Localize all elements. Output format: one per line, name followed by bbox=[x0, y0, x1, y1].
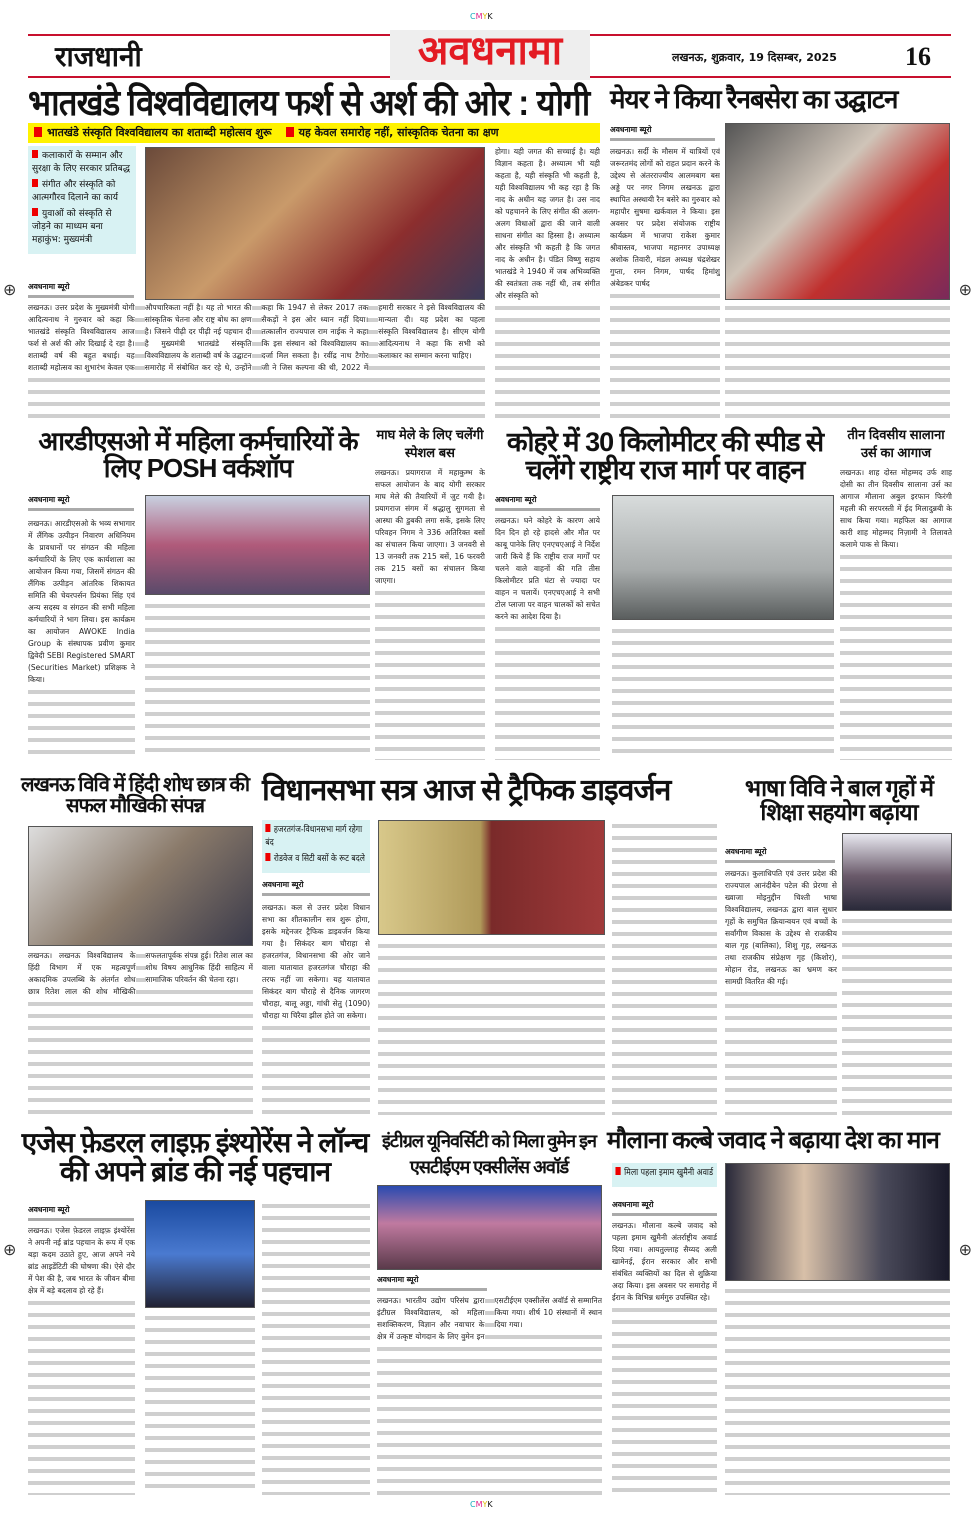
article-body: लखनऊ। प्रयागराज में महाकुम्भ के सफल आयोजन के बाद योगी सरकार माघ मेले की तैयारियों में जुट गयी है। प्रयागराज संगम में श्रद्धालु सुगमता से आस्था की डुबकी लगा सकें, इसके लिए परिवहन निगम ने 336 अतिरिक्त बसों का संचालन किया जाएगा। 3 जनवरी से 13 जनवरी तक 215 बसें, 16 फरवरी तक 215 बसों का संचालन किया जाएगा। bbox=[375, 467, 485, 760]
highlights-box: हजरतगंज-विधानसभा मार्ग रहेगा बंद रोडवेज व सिटी बसों के रूट बदले bbox=[262, 820, 370, 873]
registration-mark-icon: ⊕ bbox=[3, 280, 17, 299]
article-body: लखनऊ। भारतीय उद्योग परिसंघ द्वारा इंटीग्रल विश्वविद्यालय, को महिला सशक्तिकरण, विज्ञान और नवाचार के क्षेत्र में उत्कृष्ट योगदान के लिए वुमेन इन एसटीईएम एक्सीलेंस अवॉर्ड से सम्मानित किया गया। शीर्ष 10 संस्थानों में स्थान दिया गया। bbox=[377, 1295, 602, 1495]
article-body: लखनऊ। घने कोहरे के कारण आये दिन दिन हो रहे हादसे और मौत पर काबू पानेके लिए एनएचएआई ने निर्देश जारी किये हैं कि राष्ट्रीय राज मार्गों पर चलने वाले वाहनों की गति तीस किलोमीटर प्रति घंटा से ज्यादा पर वाहन न चलायें। एनएचएआई ने सभी टोल प्लाजा पर वाहन चालकों को सचेत करने का आदेश दिया है। bbox=[495, 515, 600, 760]
headline-fog-speed: कोहरे में 30 किलोमीटर की स्पीड से चलेंगे राष्ट्रीय राज मार्ग पर वाहन bbox=[506, 427, 824, 486]
byline: अवधनामा ब्यूरो bbox=[377, 1275, 487, 1291]
headline-urs: तीन दिवसीय सालाना उर्स का आगाज bbox=[847, 427, 945, 461]
photo-ageas-launch bbox=[145, 1200, 255, 1308]
article-body-continued bbox=[612, 625, 834, 760]
article-body: लखनऊ। कुलाधिपति एवं उत्तर प्रदेश की राज्यपाल आनंदीबेन पटेल की प्रेरणा से ख्वाजा मोइनुद्दीन चिश्ती भाषा विश्वविद्यालय, लखनऊ द्वारा बाल सुधार गृहों के समुचित क्रियान्वयन एवं बच्चों के सर्वांगीण विकास के उद्देश्य से राजकीय बाल गृह (बालिका), शिशु गृह, लखनऊ तथा राजकीय संप्रेक्षण गृह (किशोर), मोहान रोड, लखनऊ का भ्रमण कर सामग्री वितरित की गई। bbox=[725, 868, 837, 1115]
headline-bhasha-univ: भाषा विवि ने बाल गृहों में शिक्षा सहयोग बढ़ाया bbox=[744, 775, 934, 826]
article-body: लखनऊ। आरडीएसओ के भव्य सभागार में लैंगिक उत्पीड़न निवारण अधिनियम के प्रावधानों पर संगठन की महिला कर्मचारियों के लिए एक कार्यशाला का आयोजन किया गया, जिसमें संगठन की लैंगिक उत्पीड़न आंतरिक शिकायत समिति की चेयरपर्सन प्रियंका सिंह एवं अन्य सदस्य व संगठन की सभी महिला कर्मचारियों ने भाग लिया। इस कार्यक्रम का आयोजन AWOKE India Group के संस्थापक प्रवीण कुमार द्विवेदी SEBI Registered SMART (Securities Market) प्रशिक्षक ने किया। bbox=[28, 518, 135, 760]
byline: अवधनामा ब्यूरो bbox=[28, 1205, 134, 1221]
article-body-continued bbox=[262, 1200, 370, 1495]
headline-magh-mela: माघ मेले के लिए चलेंगी स्पेशल बस bbox=[376, 427, 484, 461]
article-body-continued bbox=[145, 600, 370, 760]
byline: अवधनामा ब्यूरो bbox=[725, 847, 835, 863]
headline-maulana-kalbe-jawad: मौलाना कल्बे जवाद ने बढ़ाया देश का मान bbox=[607, 1127, 939, 1154]
byline: अवधनामा ब्यूरो bbox=[612, 1200, 717, 1216]
photo-foggy-highway bbox=[612, 495, 834, 620]
article-body-continued bbox=[145, 1312, 255, 1495]
print-registration-marks: CMYK bbox=[470, 12, 493, 21]
byline: अवधनामा ब्यूरो bbox=[610, 125, 715, 141]
photo-yogi-lamp-lighting bbox=[145, 147, 485, 300]
article-body: लखनऊ। शाह दोस्त मोहम्मद उर्फ शाह दोसी का तीन दिवसीय सालाना उर्स का आगाज मौलाना अबुल इरफान फिरंगी महली की सरपरस्ती में ईद मिलादुन्नबी के साथ किया गया। महफिल का आगाज कारी शाह मोहम्मद निज़ामी ने तिलावते कलामे पाक से किया। bbox=[840, 467, 952, 760]
registration-mark-icon: ⊕ bbox=[3, 1240, 17, 1259]
byline: अवधनामा ब्यूरो bbox=[28, 495, 134, 511]
article-body-continued bbox=[378, 940, 605, 1115]
logo: अवधनामा bbox=[390, 30, 590, 80]
article-body: लखनऊ। मौलाना कल्बे जवाद को पहला इमाम खुमैनी अंतर्राष्ट्रीय अवार्ड दिया गया। आयतुल्लाह सैय्यद अली खामेनई, ईरान सरकार और सभी संबंधित व्यक्तियों का दिल से शुक्रिया अदा किया। इस अवसर पर समारोह में ईरान के विभिन्न धर्मगुरु उपस्थित रहे। bbox=[612, 1220, 717, 1495]
article-body-continued bbox=[612, 820, 717, 1115]
byline: अवधनामा ब्यूरो bbox=[262, 880, 370, 896]
article-body-continued bbox=[725, 1285, 950, 1495]
article-body-continued bbox=[842, 915, 952, 1115]
headline-hindi-research: लखनऊ विवि में हिंदी शोध छात्र की सफल मौखिकी संपन्न bbox=[20, 774, 250, 817]
article-body: लखनऊ। उत्तर प्रदेश के मुख्यमंत्री योगी आदित्यनाथ ने गुरुवार को कहा कि भातखंडे संस्कृति विश्वविद्यालय आज फर्श से अर्श की ओर दिखाई दे रहा है। शताब्दी वर्ष की बहुत बधाई। यह शताब्दी महोत्सव का शुभारंभ केवल एक औपचारिकता नहीं है। यह तो भारत की सांस्कृतिक चेतना और राष्ट्र बोध का क्षण है। जिसने पीढ़ी दर पीढ़ी नई पहचान दी है मुख्यमंत्री भातखंडे संस्कृति विश्वविद्यालय के शताब्दी वर्ष के उद्घाटन समारोह में संबोधित कर रहे थे, उन्होंने कहा कि 1947 से लेकर 2017 तक सैकड़ों ने इस ओर ध्यान नहीं दिया। तत्कालीन राज्यपाल राम नाईक ने कहा कि इस संस्थान को विश्वविद्यालय का दर्जा मिल सकता है। रवींद्र नाथ टैगोर जी ने जिस कल्पना की थी, 2022 में हमारी सरकार ने इसे विश्वविद्यालय की मान्यता दी। यह प्रदेश का पहला संस्कृति विश्वविद्यालय है। सीएम योगी आदित्यनाथ ने कहा कि सभी को कलाकार का सम्मान करना चाहिए। bbox=[28, 302, 485, 420]
photo-bal-griha bbox=[842, 833, 952, 911]
subhead-strip: भातखंडे संस्कृति विश्वविद्यालय का शताब्दी महोत्सव शुरू यह केवल समारोह नहीं, सांस्कृतिक चेतना का क्षण bbox=[28, 123, 600, 143]
registration-mark-icon: ⊕ bbox=[958, 1240, 972, 1259]
page-number: 16 bbox=[905, 42, 931, 71]
headline-rainbasera: मेयर ने किया रैनबसेरा का उद्घाटन bbox=[610, 84, 898, 114]
byline: अवधनामा ब्यूरो bbox=[495, 495, 600, 511]
photo-maulana-award bbox=[725, 1163, 950, 1281]
registration-mark-icon: ⊕ bbox=[958, 280, 972, 299]
byline: अवधनामा ब्यूरो bbox=[28, 282, 134, 298]
article-body: लखनऊ। कल से उत्तर प्रदेश विधान सभा का शीतकालीन सत्र शुरू होगा, इसके मद्देनजर ट्रैफिक डाइवर्जन किया गया है। सिकंदर बाग चौराहा से हजरतगंज, विधानसभा की ओर जाने वाला यातायात हजरतगंज चौराहा की तरफ नहीं जा सकेगा। यह यातायात सिकंदर बाग चौराहे से दैनिक जागरण चौराहा, बालू अड्डा, गांधी सेतु (1090) चौराहा या चिरैया झील होते जा सकेगा। bbox=[262, 902, 370, 1115]
headline-ageas-federal: एजेस फ़ेडरल लाइफ़ इंश्योरेंस ने लॉन्च की अपने ब्रांड की नई पहचान bbox=[21, 1127, 369, 1188]
headline-integral-university: इंटीग्रल यूनिवर्सिटी को मिला वुमेन इन एसटीईएम एक्सीलेंस अवॉर्ड bbox=[382, 1131, 596, 1178]
article-body: लखनऊ। एजेस फ़ेडरल लाइफ़ इंश्योरेंस ने अपनी नई ब्रांड पहचान के रूप में एक बड़ा कदम उठाते हुए, आज अपने नये ब्रांड आइडेंटिटी की घोषणा की। ऐसे दौर में पेश की है, जब भारत के जीवन बीमा क्षेत्र में बड़े बदलाव हो रहे हैं। bbox=[28, 1225, 135, 1495]
section-title: राजधानी bbox=[55, 41, 142, 72]
photo-vidhan-sabha bbox=[378, 820, 605, 935]
photo-viva-meeting bbox=[28, 826, 253, 946]
photo-integral-award bbox=[377, 1185, 602, 1270]
print-registration-marks-bottom: CMYK bbox=[470, 1500, 493, 1509]
highlights-box: मिला पहला इमाम खुमैनी अवार्ड bbox=[612, 1163, 717, 1187]
article-body: लखनऊ। लखनऊ विश्वविद्यालय के हिंदी विभाग में एक महत्वपूर्ण अकादमिक उपलब्धि के अंतर्गत शोध छात्र रितेश लाल की शोध मौखिकी सफलतापूर्वक संपन्न हुई। रितेश लाल का शोध विषय आधुनिक हिंदी साहित्य में सामाजिक परिवर्तन की चेतना रहा। bbox=[28, 950, 253, 1115]
article-body-continued: होगा। यही जगत की सच्चाई है। यही विज्ञान कहता है। अध्यात्म भी यही कहता है, यही संस्कृति भी कहती है, यही विश्वविद्यालय भी कह रहा है कि नाद के अधीन यह जगत है। उस नाद को पहचानने के लिए संगीत की अलग-अलग विधाओं द्वारा की जाने वाली साधना संगीत का हिस्सा है। अध्यात्म और संस्कृति भी कहती है कि जगत नाद के अधीन है। पंडित विष्णु सहाय भातखंडे ने 1940 में जब अभिव्यक्ति की स्वतंत्रता तक नहीं थी, तब संगीत और संस्कृति को bbox=[495, 146, 600, 420]
article-body-continued bbox=[725, 302, 950, 420]
headline-bhatkhande: भातखंडे विश्वविद्यालय फर्श से अर्श की ओर : योगी bbox=[28, 82, 590, 123]
article-body: लखनऊ। सर्दी के मौसम में यात्रियों एवं जरूरतमंद लोगों को राहत प्रदान करने के उद्देश्य से अंतरराज्यीय आलमबाग बस अड्डे पर नगर निगम लखनऊ द्वारा स्थापित अस्थायी रैन बसेरे का गुरुवार को महापौर सुषमा खर्कवाल ने किया। इस अवसर पर प्रदेश संयोजक राष्ट्रीय कार्यक्रम में भाजपा राकेश कुमार श्रीवास्तव, भाजपा महानगर उपाध्यक्ष अशोक तिवारी, मंडल अध्यक्ष चंद्रशेखर गुप्ता, रमन निगम, पार्षद हिमांशु अंबेडकर पार्षद bbox=[610, 146, 720, 420]
dateline: लखनऊ, शुक्रवार, 19 दिसम्बर, 2025 bbox=[672, 51, 837, 64]
highlights-box: कलाकारों के सम्मान और सुरक्षा के लिए सरकार प्रतिबद्ध संगीत और संस्कृति को आत्मगौरव दिलाने का कार्य युवाओं को संस्कृति से जोड़ने का माध्यम बना महाकुंभ: मुख्यमंत्री bbox=[28, 146, 136, 254]
photo-posh-group bbox=[145, 495, 370, 595]
headline-traffic-diversion: विधानसभा सत्र आज से ट्रैफिक डाइवर्जन bbox=[262, 774, 671, 807]
headline-posh-workshop: आरडीएसओ में महिला कर्मचारियों के लिए POSH वर्कशॉप bbox=[38, 426, 358, 484]
photo-mayor-rainbasera bbox=[725, 123, 950, 300]
